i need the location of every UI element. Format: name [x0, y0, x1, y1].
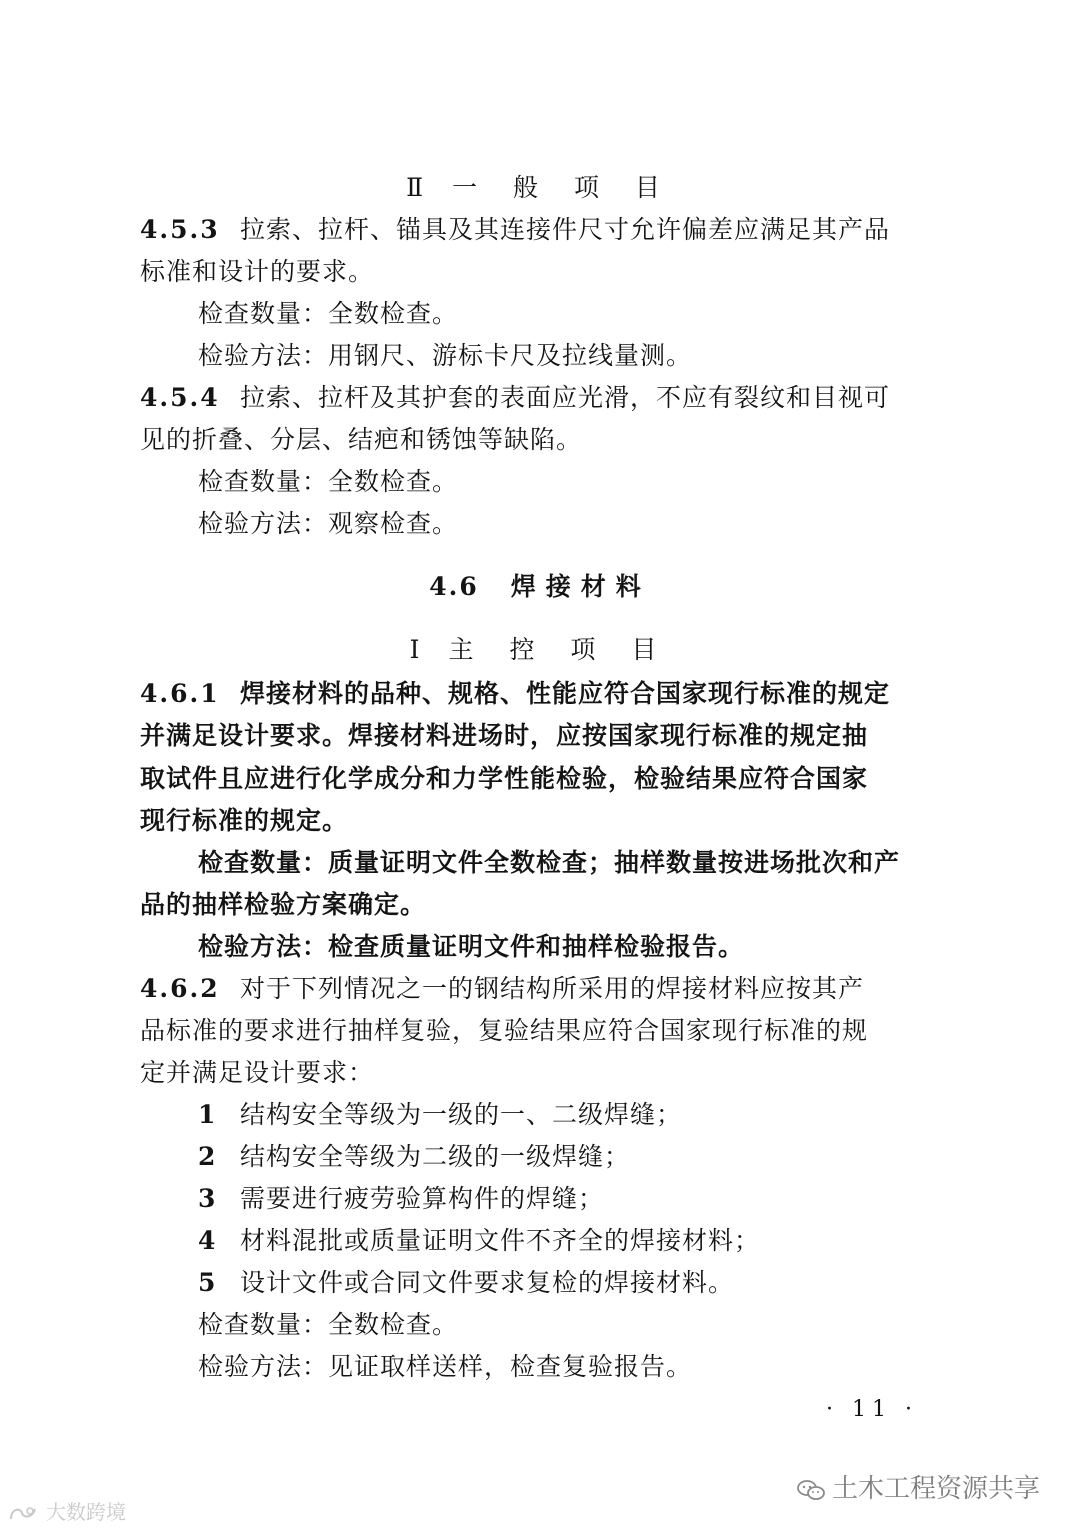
section-46-heading	[0, 571, 1080, 603]
clause-453-line2: 标准和设计的要求。	[140, 257, 375, 286]
clause-453-number: 4.5.3	[140, 215, 220, 244]
clause-461-method: 检验方法：检查质量证明文件和抽样检验报告。	[198, 932, 745, 961]
section-II-numeral: Ⅱ	[406, 173, 425, 202]
clause-462-line2: 品标准的要求进行抽样复验，复验结果应符合国家现行标准的规	[140, 1016, 869, 1045]
clause-454-line1	[140, 382, 940, 414]
section-II-title: 一 般 项 目	[452, 173, 674, 202]
list-item	[198, 1099, 998, 1131]
clause-462-line1	[140, 973, 940, 1005]
clause-461-text: 焊接材料的品种、规格、性能应符合国家现行标准的规定	[240, 679, 891, 708]
wechat-icon	[796, 1479, 826, 1501]
clause-454-text: 拉索、拉杆及其护套的表面应光滑，不应有裂纹和目视可	[240, 383, 891, 412]
watermark-left	[6, 1496, 126, 1525]
list-item-text: 结构安全等级为一级的一、二级焊缝；	[240, 1100, 683, 1129]
section-I-numeral: Ⅰ	[409, 635, 421, 664]
list-item-text: 材料混批或质量证明文件不齐全的焊接材料；	[240, 1226, 761, 1255]
clause-454-number: 4.5.4	[140, 383, 220, 412]
section-I-heading	[0, 634, 1080, 666]
clause-454-method: 检验方法：观察检查。	[198, 509, 459, 538]
clause-462-method: 检验方法：见证取样送样，检查复验报告。	[198, 1352, 693, 1381]
clause-461-line2: 并满足设计要求。焊接材料进场时，应按国家现行标准的规定抽	[140, 721, 869, 750]
clause-453-quantity: 检查数量：全数检查。	[198, 299, 459, 328]
clause-454-line2: 见的折叠、分层、结疤和锈蚀等缺陷。	[140, 425, 583, 454]
list-item-text: 需要进行疲劳验算构件的焊缝；	[240, 1184, 605, 1213]
list-item-text: 设计文件或合同文件要求复检的焊接材料。	[240, 1268, 735, 1297]
list-item-text: 结构安全等级为二级的一级焊缝；	[240, 1142, 631, 1171]
clause-462-text: 对于下列情况之一的钢结构所采用的焊接材料应按其产	[240, 974, 865, 1003]
clause-461-line4: 现行标准的规定。	[140, 806, 349, 835]
list-item-number: 3	[198, 1184, 217, 1213]
section-46-number: 4.6	[429, 572, 479, 601]
clause-461-quantity-line2: 品的抽样检验方案确定。	[140, 890, 427, 919]
clause-453-line1	[140, 214, 940, 246]
list-item-number: 5	[198, 1268, 217, 1297]
clause-462-line3: 定并满足设计要求：	[140, 1058, 375, 1087]
section-II-heading	[0, 172, 1080, 204]
list-item	[198, 1141, 998, 1173]
list-item-number: 2	[198, 1142, 217, 1171]
brand-logo-icon	[6, 1503, 40, 1525]
watermark-left-text: 大数跨境	[46, 1500, 126, 1524]
watermark-right	[796, 1468, 1040, 1505]
clause-461-line1	[140, 678, 940, 710]
clause-462-number: 4.6.2	[140, 974, 220, 1003]
list-item-number: 4	[198, 1226, 217, 1255]
section-I-title: 主 控 项 目	[448, 635, 671, 664]
list-item-number: 1	[198, 1100, 217, 1129]
list-item	[198, 1183, 998, 1215]
list-item	[198, 1267, 998, 1299]
page-number: · 11 ·	[826, 1397, 918, 1422]
list-item	[198, 1225, 998, 1257]
clause-461-line3: 取试件且应进行化学成分和力学性能检验，检验结果应符合国家	[140, 764, 869, 793]
section-46-title: 焊接材料	[510, 572, 651, 601]
clause-453-method: 检验方法：用钢尺、游标卡尺及拉线量测。	[198, 341, 693, 370]
clause-461-quantity-line1: 检查数量：质量证明文件全数检查；抽样数量按进场批次和产	[198, 848, 901, 877]
clause-453-text: 拉索、拉杆、锚具及其连接件尺寸允许偏差应满足其产品	[240, 215, 891, 244]
clause-454-quantity: 检查数量：全数检查。	[198, 467, 459, 496]
clause-461-number: 4.6.1	[140, 679, 220, 708]
clause-462-quantity: 检查数量：全数检查。	[198, 1310, 459, 1339]
watermark-right-text: 土木工程资源共享	[832, 1474, 1041, 1504]
